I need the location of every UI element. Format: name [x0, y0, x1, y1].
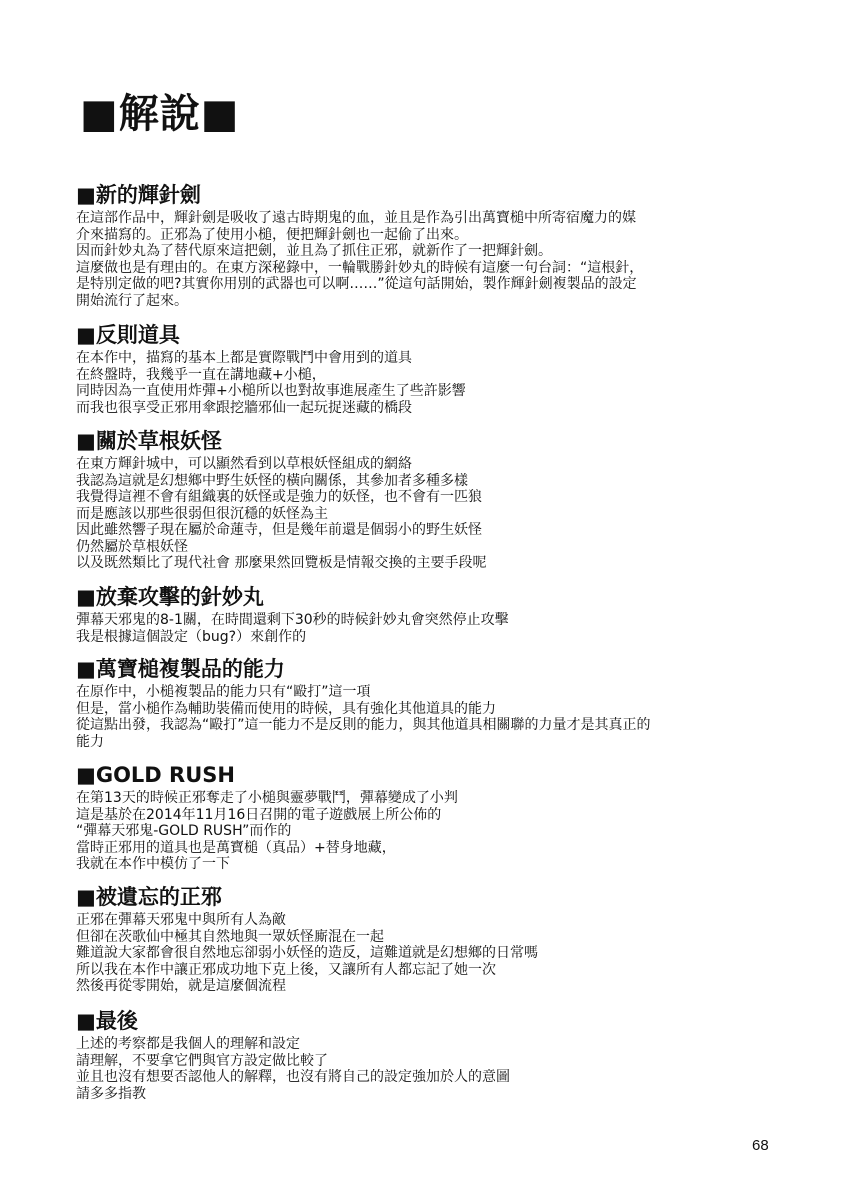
- body-line: 但是，當小槌作為輔助裝備而使用的時候，具有強化其他道具的能力: [76, 700, 496, 717]
- section-afterword: [76, 1008, 766, 1102]
- body-line: “彈幕天邪鬼-GOLD RUSH”而作的: [76, 823, 292, 839]
- body-line: 介來描寫的。正邪為了使用小槌，便把輝針劍也一起偷了出來。: [76, 226, 468, 243]
- section-heading: ■放棄攻擊的針妙丸: [76, 585, 264, 609]
- body-line: 然後再從零開始，就是這麼個流程: [76, 978, 286, 994]
- body-line: 當時正邪用的道具也是萬寶槌（真品）+替身地藏，: [76, 839, 396, 856]
- body-line: 我就在本作中模仿了一下: [76, 856, 230, 872]
- section-body: [76, 1036, 766, 1102]
- section-heading: ■關於草根妖怪: [76, 429, 222, 453]
- body-line: 難道說大家都會很自然地忘卻弱小妖怪的造反，這難道就是幻想鄉的日常嗎: [76, 945, 538, 961]
- section-body: [76, 456, 766, 572]
- section-body: [76, 790, 766, 873]
- body-line: 在原作中，小槌複製品的能力只有“毆打”這一項: [76, 684, 371, 700]
- body-line: 因此雖然響子現在屬於命蓮寺，但是幾年前還是個弱小的野生妖怪: [76, 522, 482, 538]
- page-title: ■解說■: [80, 91, 240, 137]
- body-line: 在終盤時，我幾乎一直在講地藏+小槌，: [76, 366, 326, 383]
- body-line: 我認為這就是幻想鄉中野生妖怪的橫向關係，其參加者多種多樣: [76, 472, 468, 489]
- section-mallet-replica: [76, 656, 766, 750]
- section-heading: ■萬寶槌複製品的能力: [76, 657, 285, 681]
- body-line: 而我也很享受正邪用傘跟挖牆邪仙一起玩捉迷藏的橋段: [76, 399, 412, 416]
- body-line: 在本作中，描寫的基本上都是實際戰鬥中會用到的道具: [76, 350, 412, 366]
- body-line: 這麼做也是有理由的。在東方深秘錄中，一輪戰勝針妙丸的時候有這麼一句台詞：“這根針，: [76, 259, 644, 276]
- body-line: 但卻在茨歌仙中極其自然地與一眾妖怪廝混在一起: [76, 928, 384, 945]
- body-line: 從這點出發，我認為“毆打”這一能力不是反則的能力，與其他道具相關聯的力量才是其真正的: [76, 717, 651, 733]
- body-line: 上述的考察都是我個人的理解和設定: [76, 1036, 300, 1052]
- section-cheat-items: [76, 322, 766, 416]
- body-line: 同時因為一直使用炸彈+小槌所以也對故事進展產生了些許影響: [76, 383, 466, 399]
- body-line: 彈幕天邪鬼的8-1關，在時間還剩下30秒的時候針妙丸會突然停止攻擊: [76, 612, 509, 628]
- body-line: 仍然屬於草根妖怪: [76, 538, 188, 555]
- section-forgotten-seija: [76, 884, 766, 995]
- body-line: 所以我在本作中讓正邪成功地下克上後，又讓所有人都忘記了她一次: [76, 961, 496, 978]
- section-heading: ■被遺忘的正邪: [76, 885, 222, 909]
- body-line: 而是應該以那些很弱但很沉穩的妖怪為主: [76, 505, 328, 522]
- body-line: 是特別定做的吧?其實你用別的武器也可以啊……”從這句話開始，製作輝針劍複製品的設定: [76, 276, 637, 292]
- body-line: 正邪在彈幕天邪鬼中與所有人為敵: [76, 912, 286, 928]
- body-line: 在東方輝針城中，可以顯然看到以草根妖怪組成的網絡: [76, 456, 412, 472]
- section-heading: ■GOLD RUSH: [76, 763, 235, 787]
- body-line: 在這部作品中，輝針劍是吸收了遠古時期鬼的血，並且是作為引出萬寶槌中所寄宿魔力的媒: [76, 210, 636, 226]
- body-line: 請多多指教: [76, 1085, 146, 1102]
- section-body: [76, 684, 766, 750]
- section-new-kishinken: [76, 182, 766, 309]
- body-line: 開始流行了起來。: [76, 292, 188, 309]
- body-line: 我是根據這個設定（bug?）來創作的: [76, 628, 307, 645]
- body-line: 我覺得這裡不會有組織裏的妖怪或是強力的妖怪，也不會有一匹狼: [76, 489, 482, 505]
- body-line: 能力: [76, 733, 104, 750]
- section-body: [76, 350, 766, 416]
- section-heading: ■最後: [76, 1009, 138, 1033]
- page-number: 68: [752, 1137, 769, 1154]
- section-body: [76, 912, 766, 995]
- section-shinmyoumaru-stops: [76, 584, 766, 645]
- body-line: 這是基於在2014年11月16日召開的電子遊戲展上所公佈的: [76, 806, 442, 823]
- body-line: 因而針妙丸為了替代原來這把劍，並且為了抓住正邪，就新作了一把輝針劍。: [76, 243, 552, 259]
- section-gold-rush: [76, 762, 766, 873]
- body-line: 在第13天的時候正邪奪走了小槌與靈夢戰鬥，彈幕變成了小判: [76, 790, 458, 806]
- body-line: 並且也沒有想要否認他人的解釋，也沒有將自己的設定強加於人的意圖: [76, 1069, 510, 1085]
- section-body: [76, 210, 766, 309]
- body-line: 請理解，不要拿它們與官方設定做比較了: [76, 1052, 328, 1069]
- section-heading: ■反則道具: [76, 323, 180, 347]
- body-line: 以及既然類比了現代社會 那麼果然回覽板是情報交換的主要手段呢: [76, 555, 487, 571]
- section-body: [76, 612, 766, 645]
- section-grassroots-youkai: [76, 428, 766, 572]
- section-heading: ■新的輝針劍: [76, 183, 201, 207]
